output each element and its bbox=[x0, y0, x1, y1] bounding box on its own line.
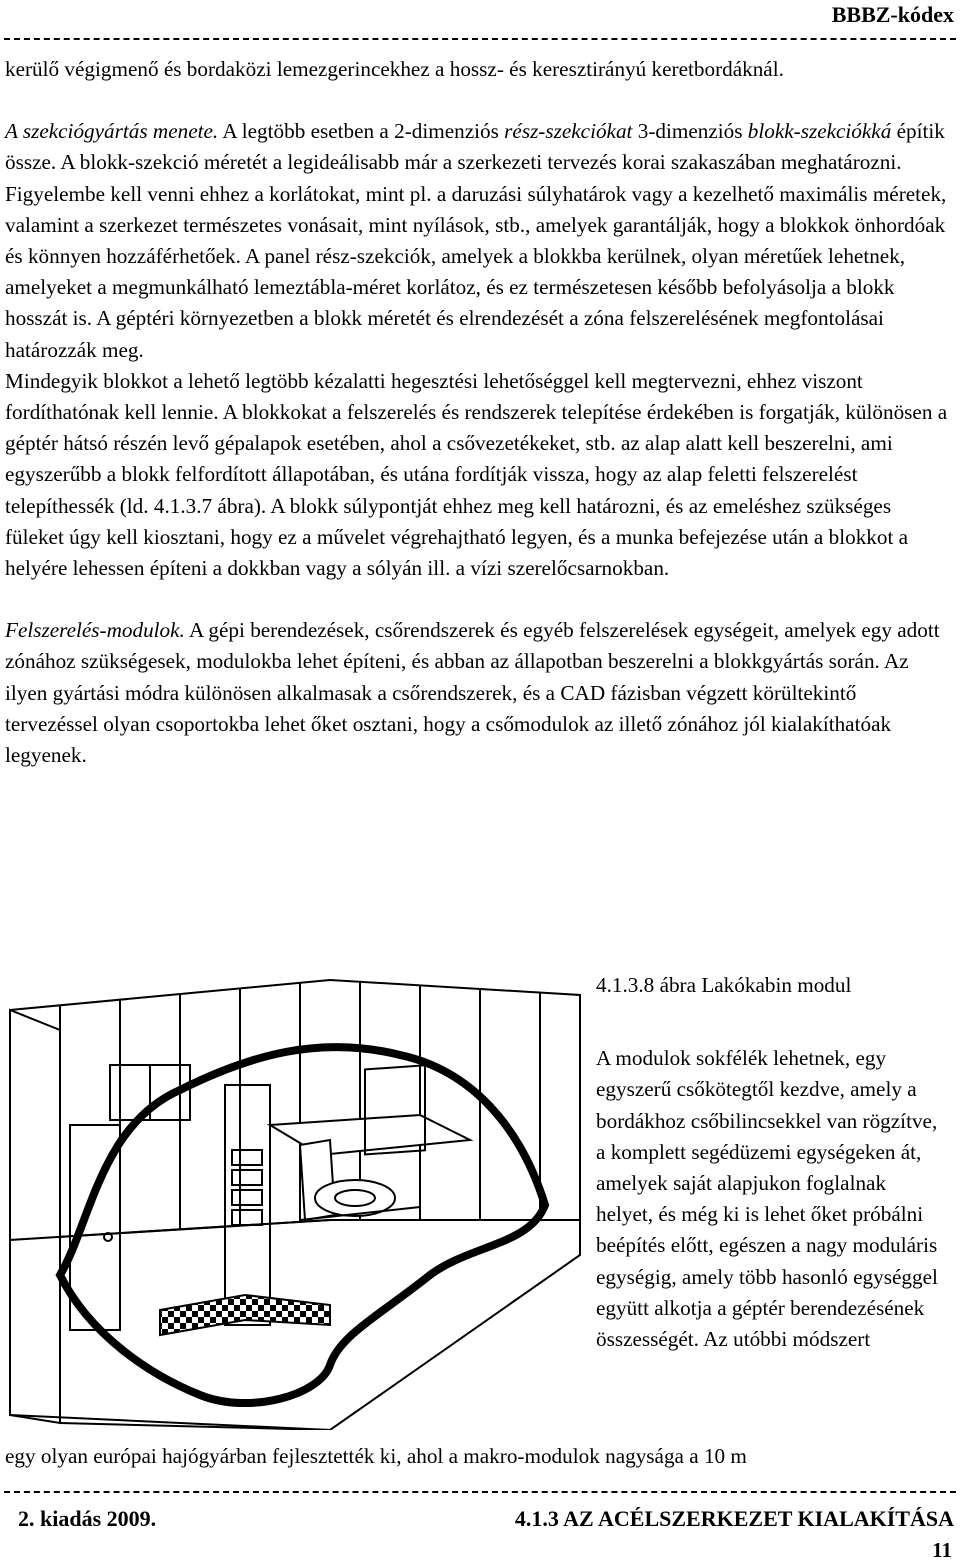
spacer bbox=[5, 85, 950, 116]
document-code: BBBZ-kódex bbox=[831, 2, 954, 27]
intro-paragraph: kerülő végigmenő és bordaközi lemezgerincekhez a hossz- és keresztirányú keretbordáknál. bbox=[5, 57, 784, 81]
header-divider bbox=[4, 38, 956, 40]
spacer bbox=[5, 584, 950, 615]
section1-text3: építik össze. A blokk-szekció méretét a legideálisabb már a szerkezeti tervezés korai szakaszában meghatározni. Figyelembe kell venni ehhez a korlátokat, mint pl. a daruzási súlyhatárok vagy a kezelhető maximális méretek, valamint a szerkezet természetes vonásait, mint nyílások, stb., amelyek garantálják, hogy a blokkok önhordóak és könnyen hozzáférhetőek. A panel rész-szekciók, amelyek a blokkba kerülnek, olyan méretűek lehetnek, amelyeket a megmunkálható lemeztábla-méret korlátoz, és ez természetesen később befolyásolja a blokk hosszát is. A géptéri környezetben a blokk méretét és elrendezését a zóna felszerelésének megfontolásai határozzák meg. bbox=[5, 119, 947, 362]
figure-caption: 4.1.3.8 ábra Lakókabin modul bbox=[596, 973, 852, 997]
section1-term2: blokk-szekciókká bbox=[747, 119, 892, 144]
section2-title: Felszerelés-modulok. bbox=[5, 618, 185, 643]
continuation-text: egy olyan európai hajógyárban fejlesztették ki, ahol a makro-modulok nagysága a 10 m bbox=[5, 1444, 747, 1468]
section2-paragraph bbox=[5, 615, 950, 771]
section2-text: A gépi berendezések, csőrendszerek és egyéb felszerelések egységeit, amelyek egy adott zónához szükségesek, modulokba lehet építeni, és abban az állapotban beszerelni a blokkgyártás során. Az ilyen gyártási módra különösen alkalmasak a csőrendszerek, és a CAD fázisban végzett körültekintő tervezéssel olyan csoportokba lehet őket osztani, hogy a csőmodulok az illető zónához jól kialakíthatóak legyenek. bbox=[5, 618, 940, 768]
section1-text2: 3-dimenziós bbox=[632, 119, 748, 144]
edition-label: 2. kiadás 2009. bbox=[18, 1506, 157, 1531]
section1-text1: A legtöbb esetben a 2-dimenziós bbox=[218, 119, 505, 144]
chapter-title: 4.1.3 AZ ACÉLSZERKEZET KIALAKÍTÁSA bbox=[514, 1506, 954, 1531]
section1-title: A szekciógyártás menete. bbox=[5, 119, 219, 144]
footer-divider bbox=[4, 1491, 956, 1493]
section1-paragraph1 bbox=[5, 116, 950, 366]
main-text bbox=[5, 54, 950, 771]
side-paragraph: A modulok sokfélék lehetnek, egy egyszerű csőkötegtől kezdve, amely a bordákhoz csőbilincsekkel van rögzítve, a komplett segédüzemi egységeken át, amelyek saját alapjukon foglalnak helyet, és még ki is lehet őket próbálni beépítés előtt, egészen a nagy moduláris egységig, amely több hasonló egységgel együtt alkotja a géptér berendezésének összességét. Az utóbbi módszert bbox=[596, 1046, 938, 1352]
page-number: 11 bbox=[932, 1538, 952, 1562]
section1-paragraph2: Mindegyik blokkot a lehető legtöbb kézalatti hegesztési lehetőséggel kell megtervezni, ehhez viszont fordíthatónak kell lennie. A blokkokat a felszerelés és rendszerek telepítése érdekében is forgatják, különösen a géptér hátsó részén levő gépalapok esetében, ahol a csővezetékeket, stb. az alap alatt kell beszerelni, ami egyszerűbb a blokk felfordított állapotában, és utána fordítják vissza, hogy az alap feletti felszerelést telepíthessék (ld. 4.1.3.7 ábra). A blokk súlypontját ehhez meg kell határozni, és az emeléshez szükséges füleket úgy kell kiosztani, hogy ez a művelet végrehajtható legyen, és a munka befejezése után a blokkot a helyére lehessen építeni a dokkban vagy a sólyán ill. a vízi szerelőcsarnokban. bbox=[5, 368, 948, 581]
cabin-module-illustration bbox=[0, 975, 585, 1430]
figure-side-column bbox=[596, 970, 941, 1355]
section1-term1: rész-szekciókat bbox=[504, 119, 633, 144]
